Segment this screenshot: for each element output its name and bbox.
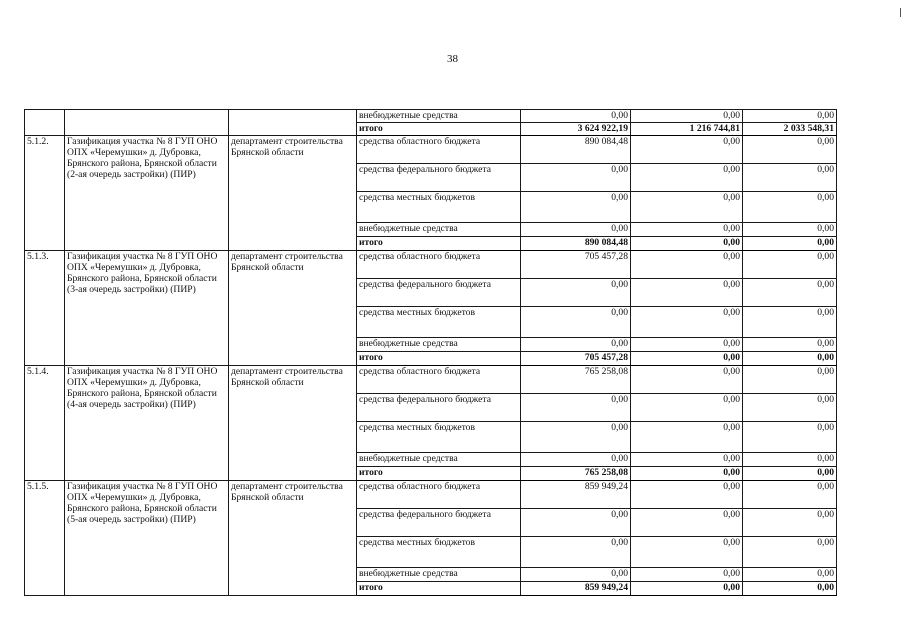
- value-cell: 0,00: [743, 352, 837, 366]
- value-cell: 0,00: [743, 366, 837, 394]
- value-cell: 0,00: [743, 509, 837, 537]
- source-cell: средства местных бюджетов: [357, 422, 521, 453]
- source-cell: средства федерального бюджета: [357, 279, 521, 307]
- source-cell: итого: [357, 352, 521, 366]
- project-code: 5.1.5.: [25, 481, 65, 596]
- value-cell: 0,00: [743, 237, 837, 251]
- value-cell: 0,00: [743, 453, 837, 467]
- value-cell: 0,00: [743, 110, 837, 123]
- value-cell: 0,00: [521, 568, 631, 582]
- source-cell: средства местных бюджетов: [357, 192, 521, 223]
- value-cell: 0,00: [631, 338, 743, 352]
- budget-table-body: [25, 110, 837, 596]
- value-cell: 0,00: [521, 164, 631, 192]
- source-cell: средства федерального бюджета: [357, 509, 521, 537]
- value-cell: 0,00: [631, 453, 743, 467]
- value-cell: 0,00: [743, 422, 837, 453]
- value-cell: 705 457,28: [521, 352, 631, 366]
- value-cell: 0,00: [631, 537, 743, 568]
- value-cell: 859 949,24: [521, 582, 631, 596]
- value-cell: 0,00: [743, 279, 837, 307]
- name-cell: [65, 110, 229, 136]
- value-cell: 765 258,08: [521, 366, 631, 394]
- project-executor: департамент строительства Брянской области: [229, 481, 357, 596]
- value-cell: 0,00: [631, 164, 743, 192]
- project-code: 5.1.4.: [25, 366, 65, 481]
- value-cell: 0,00: [743, 481, 837, 509]
- page-edge-mark: [900, 8, 901, 17]
- project-name: Газификация участка № 8 ГУП ОНО ОПХ «Черемушки» д. Дубровка, Брянского района, Брянской области (3-ая очередь застройки) (ПИР): [65, 251, 229, 366]
- page-number: 38: [447, 53, 458, 65]
- value-cell: 0,00: [631, 223, 743, 237]
- budget-table: [24, 109, 837, 596]
- source-cell: итого: [357, 237, 521, 251]
- value-cell: 0,00: [631, 582, 743, 596]
- value-cell: 0,00: [521, 422, 631, 453]
- table-row: [25, 110, 837, 123]
- value-cell: 0,00: [631, 467, 743, 481]
- value-cell: 2 033 548,31: [743, 123, 837, 136]
- value-cell: 0,00: [631, 509, 743, 537]
- value-cell: 0,00: [631, 422, 743, 453]
- value-cell: 0,00: [521, 279, 631, 307]
- value-cell: 0,00: [743, 338, 837, 352]
- value-cell: 0,00: [743, 136, 837, 164]
- value-cell: 0,00: [521, 192, 631, 223]
- value-cell: 0,00: [743, 223, 837, 237]
- value-cell: 0,00: [631, 481, 743, 509]
- value-cell: 890 084,48: [521, 136, 631, 164]
- source-cell: внебюджетные средства: [357, 453, 521, 467]
- project-executor: департамент строительства Брянской области: [229, 366, 357, 481]
- value-cell: 705 457,28: [521, 251, 631, 279]
- table-row: [25, 366, 837, 394]
- value-cell: 0,00: [631, 251, 743, 279]
- source-cell: средства местных бюджетов: [357, 307, 521, 338]
- source-cell: средства областного бюджета: [357, 136, 521, 164]
- source-cell: средства местных бюджетов: [357, 537, 521, 568]
- value-cell: 0,00: [631, 307, 743, 338]
- value-cell: 0,00: [743, 568, 837, 582]
- project-executor: департамент строительства Брянской области: [229, 251, 357, 366]
- value-cell: 0,00: [743, 307, 837, 338]
- value-cell: 0,00: [521, 394, 631, 422]
- table-row: [25, 251, 837, 279]
- value-cell: 0,00: [631, 394, 743, 422]
- value-cell: 0,00: [743, 537, 837, 568]
- table-row: [25, 136, 837, 164]
- value-cell: 0,00: [521, 509, 631, 537]
- value-cell: 0,00: [521, 307, 631, 338]
- value-cell: 0,00: [743, 164, 837, 192]
- code-cell: [25, 110, 65, 136]
- value-cell: 0,00: [631, 110, 743, 123]
- source-cell: внебюджетные средства: [357, 338, 521, 352]
- project-code: 5.1.2.: [25, 136, 65, 251]
- value-cell: 0,00: [631, 192, 743, 223]
- source-cell: средства областного бюджета: [357, 481, 521, 509]
- source-cell: итого: [357, 467, 521, 481]
- value-cell: 0,00: [743, 394, 837, 422]
- source-cell: средства федерального бюджета: [357, 164, 521, 192]
- value-cell: 1 216 744,81: [631, 123, 743, 136]
- source-cell: внебюджетные средства: [357, 568, 521, 582]
- value-cell: 0,00: [521, 110, 631, 123]
- value-cell: 0,00: [631, 279, 743, 307]
- table-row: [25, 481, 837, 509]
- value-cell: 0,00: [631, 568, 743, 582]
- value-cell: 0,00: [743, 192, 837, 223]
- source-cell: средства областного бюджета: [357, 366, 521, 394]
- value-cell: 0,00: [743, 582, 837, 596]
- value-cell: 0,00: [743, 251, 837, 279]
- value-cell: 0,00: [521, 453, 631, 467]
- project-name: Газификация участка № 8 ГУП ОНО ОПХ «Черемушки» д. Дубровка, Брянского района, Брянской области (2-ая очередь застройки) (ПИР): [65, 136, 229, 251]
- value-cell: 0,00: [631, 352, 743, 366]
- project-executor: департамент строительства Брянской области: [229, 136, 357, 251]
- source-cell: итого: [357, 582, 521, 596]
- value-cell: 0,00: [521, 338, 631, 352]
- value-cell: 0,00: [521, 223, 631, 237]
- value-cell: 765 258,08: [521, 467, 631, 481]
- value-cell: 0,00: [521, 537, 631, 568]
- value-cell: 3 624 922,19: [521, 123, 631, 136]
- source-cell: внебюджетные средства: [357, 223, 521, 237]
- value-cell: 0,00: [631, 136, 743, 164]
- executor-cell: [229, 110, 357, 136]
- value-cell: 0,00: [631, 366, 743, 394]
- project-name: Газификация участка № 8 ГУП ОНО ОПХ «Черемушки» д. Дубровка, Брянского района, Брянской области (5-ая очередь застройки) (ПИР): [65, 481, 229, 596]
- value-cell: 0,00: [743, 467, 837, 481]
- project-name: Газификация участка № 8 ГУП ОНО ОПХ «Черемушки» д. Дубровка, Брянского района, Брянской области (4-ая очередь застройки) (ПИР): [65, 366, 229, 481]
- source-cell: внебюджетные средства: [357, 110, 521, 123]
- project-code: 5.1.3.: [25, 251, 65, 366]
- source-cell: итого: [357, 123, 521, 136]
- value-cell: 859 949,24: [521, 481, 631, 509]
- value-cell: 890 084,48: [521, 237, 631, 251]
- source-cell: средства областного бюджета: [357, 251, 521, 279]
- value-cell: 0,00: [631, 237, 743, 251]
- source-cell: средства федерального бюджета: [357, 394, 521, 422]
